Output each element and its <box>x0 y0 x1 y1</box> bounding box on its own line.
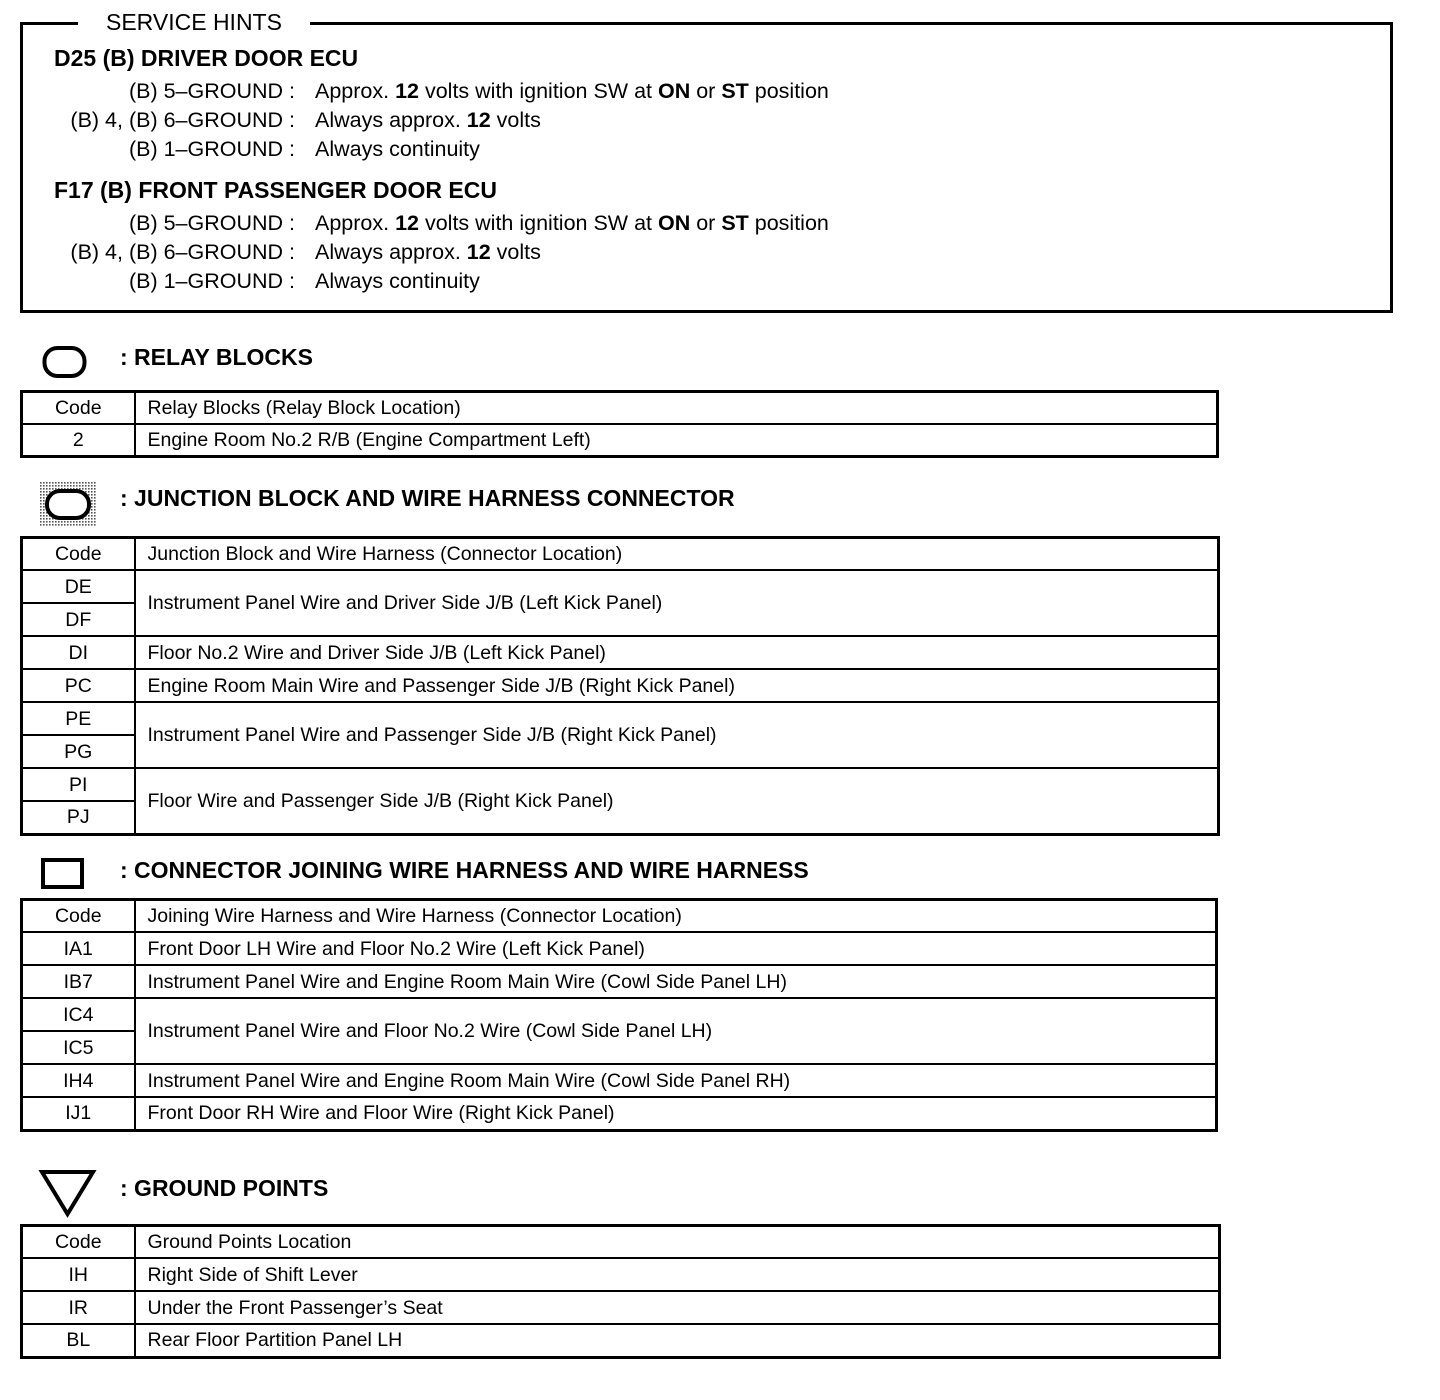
table-row <box>22 768 1219 801</box>
code-cell: IH4 <box>22 1064 135 1097</box>
column-header-location: Joining Wire Harness and Wire Harness (Connector Location) <box>135 900 1217 933</box>
location-cell: Rear Floor Partition Panel LH <box>135 1324 1220 1357</box>
connectors-table <box>20 898 1218 1132</box>
hint-text: Approx. <box>315 211 396 235</box>
column-header-location: Junction Block and Wire Harness (Connector Location) <box>135 538 1219 571</box>
table-row <box>22 965 1217 998</box>
ground-points-heading: : GROUND POINTS <box>120 1175 329 1201</box>
location-cell: Instrument Panel Wire and Floor No.2 Wire (Cowl Side Panel LH) <box>135 998 1217 1064</box>
code-cell: PG <box>22 735 135 768</box>
location-cell: Floor No.2 Wire and Driver Side J/B (Left Kick Panel) <box>135 636 1219 669</box>
hint-pin: (B) 5–GROUND : <box>128 79 295 103</box>
code-cell: IH <box>22 1258 135 1291</box>
code-cell: DI <box>22 636 135 669</box>
service-hints-title: SERVICE HINTS <box>78 8 310 36</box>
column-header-code: Code <box>22 538 135 571</box>
location-cell: Front Door RH Wire and Floor Wire (Right Kick Panel) <box>135 1097 1217 1130</box>
location-cell: Right Side of Shift Lever <box>135 1258 1220 1291</box>
hint-value: 12 <box>466 108 491 132</box>
hint-description <box>315 106 541 134</box>
hint-text: Approx. <box>315 79 396 103</box>
hint-value: ST <box>721 211 749 235</box>
hint-value: 12 <box>395 79 419 103</box>
square-icon <box>40 856 86 892</box>
code-cell: PC <box>22 669 135 702</box>
location-cell: Instrument Panel Wire and Passenger Side J/B (Right Kick Panel) <box>135 702 1219 768</box>
hint-text: or <box>690 79 722 103</box>
code-cell: 2 <box>22 424 135 457</box>
location-cell: Instrument Panel Wire and Driver Side J/B (Left Kick Panel) <box>135 570 1219 636</box>
hint-text: volts with ignition SW at <box>419 211 658 235</box>
code-cell: DF <box>22 603 135 636</box>
hint-text: Always continuity <box>315 137 480 161</box>
hint-pin: (B) 1–GROUND : <box>128 137 295 161</box>
hint-text: volts <box>490 108 541 132</box>
hint-value: 12 <box>466 240 491 264</box>
location-cell: Instrument Panel Wire and Engine Room Main Wire (Cowl Side Panel RH) <box>135 1064 1217 1097</box>
relay-blocks-heading: : RELAY BLOCKS <box>120 344 313 370</box>
location-cell: Front Door LH Wire and Floor No.2 Wire (Left Kick Panel) <box>135 932 1217 965</box>
code-cell: PE <box>22 702 135 735</box>
code-cell: IR <box>22 1291 135 1324</box>
location-cell: Instrument Panel Wire and Engine Room Main Wire (Cowl Side Panel LH) <box>135 965 1217 998</box>
table-row <box>22 1258 1220 1291</box>
code-cell: IJ1 <box>22 1097 135 1130</box>
service-hints-box <box>20 22 1393 313</box>
hint-text: volts with ignition SW at <box>419 79 658 103</box>
ecu-title: F17 (B) FRONT PASSENGER DOOR ECU <box>54 177 497 203</box>
ecu-title: D25 (B) DRIVER DOOR ECU <box>54 45 359 71</box>
location-cell: Floor Wire and Passenger Side J/B (Right Kick Panel) <box>135 768 1219 834</box>
column-header-location: Relay Blocks (Relay Block Location) <box>135 392 1218 425</box>
code-cell: BL <box>22 1324 135 1357</box>
table-row <box>22 932 1217 965</box>
hint-pin: (B) 4, (B) 6–GROUND : <box>70 108 295 132</box>
table-row <box>22 998 1217 1031</box>
hint-value: ST <box>721 79 749 103</box>
column-header-location: Ground Points Location <box>135 1226 1220 1259</box>
hint-value: ON <box>657 211 691 235</box>
table-row <box>22 1097 1217 1130</box>
rounded-rect-icon <box>42 344 88 380</box>
ground-points-table <box>20 1224 1221 1359</box>
connectors-heading: : CONNECTOR JOINING WIRE HARNESS AND WIRE HARNESS <box>120 857 809 883</box>
location-cell: Under the Front Passenger’s Seat <box>135 1291 1220 1324</box>
junction-blocks-heading: : JUNCTION BLOCK AND WIRE HARNESS CONNECTOR <box>120 485 735 511</box>
table-row <box>22 1324 1220 1357</box>
hint-description <box>315 135 480 163</box>
hint-pin: (B) 5–GROUND : <box>128 211 295 235</box>
hint-description <box>315 238 541 266</box>
hint-text: position <box>748 79 829 103</box>
location-cell: Engine Room Main Wire and Passenger Side J/B (Right Kick Panel) <box>135 669 1219 702</box>
table-row <box>22 702 1219 735</box>
hint-text: Always continuity <box>315 269 480 293</box>
table-header-row <box>22 1226 1220 1259</box>
hint-value: ON <box>657 79 691 103</box>
table-row <box>22 669 1219 702</box>
table-row <box>22 570 1219 603</box>
column-header-code: Code <box>22 1226 135 1259</box>
code-cell: DE <box>22 570 135 603</box>
hint-description <box>315 267 480 295</box>
hint-text: or <box>690 211 722 235</box>
table-row <box>22 1064 1217 1097</box>
table-row <box>22 1291 1220 1324</box>
relay-blocks-table <box>20 390 1219 458</box>
hint-description <box>315 209 829 237</box>
code-cell: PI <box>22 768 135 801</box>
code-cell: IC5 <box>22 1031 135 1064</box>
hint-text: Always approx. <box>315 108 467 132</box>
column-header-code: Code <box>22 900 135 933</box>
shaded-rounded-rect-icon <box>40 482 96 526</box>
location-cell: Engine Room No.2 R/B (Engine Compartment Left) <box>135 424 1218 457</box>
table-row <box>22 424 1218 457</box>
hint-value: 12 <box>395 211 419 235</box>
hint-text: Always approx. <box>315 240 467 264</box>
down-triangle-icon <box>38 1168 98 1218</box>
table-row <box>22 636 1219 669</box>
code-cell: IA1 <box>22 932 135 965</box>
code-cell: IB7 <box>22 965 135 998</box>
hint-pin: (B) 1–GROUND : <box>128 269 295 293</box>
table-header-row <box>22 538 1219 571</box>
hint-description <box>315 77 829 105</box>
hint-pin: (B) 4, (B) 6–GROUND : <box>70 240 295 264</box>
code-cell: PJ <box>22 801 135 834</box>
code-cell: IC4 <box>22 998 135 1031</box>
hint-text: position <box>748 211 829 235</box>
table-header-row <box>22 392 1218 425</box>
table-header-row <box>22 900 1217 933</box>
junction-blocks-table <box>20 536 1220 836</box>
hint-text: volts <box>490 240 541 264</box>
column-header-code: Code <box>22 392 135 425</box>
